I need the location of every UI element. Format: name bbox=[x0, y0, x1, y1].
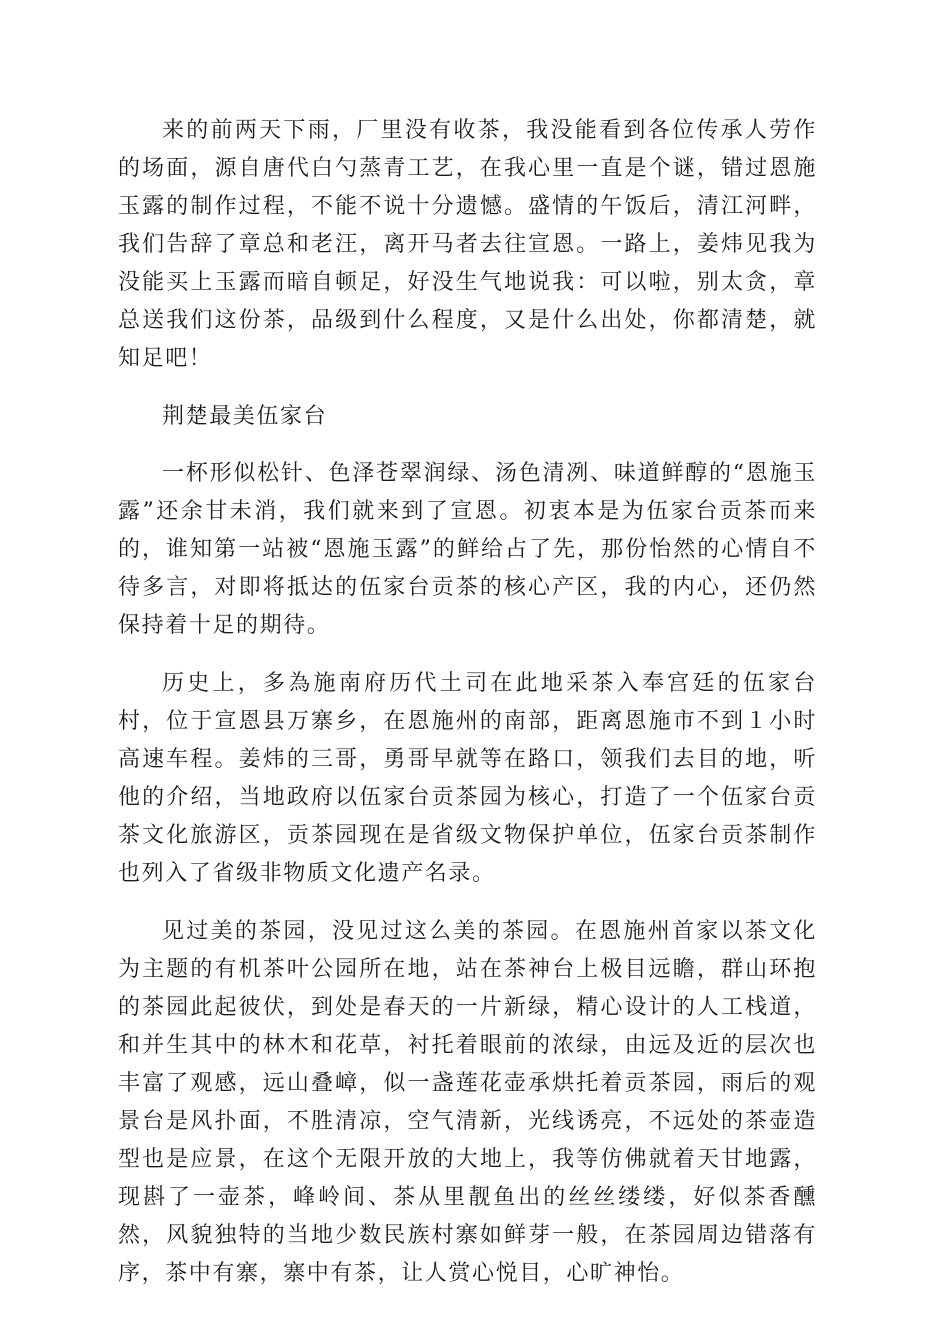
paragraph-2: 一杯形似松针、色泽苍翠润绿、汤色清冽、味道鲜醇的“恩施玉露”还余甘未消，我们就来到了宣恩。初衷本是为伍家台贡茶而来的，谁知第一站被“恩施玉露”的鲜给占了先，那份怡然的心情自不待多言，对即将抵达的伍家台贡茶的核心产区，我的内心，还仍然保持着十足的期待。 bbox=[118, 461, 817, 638]
paragraph-4: 见过美的茶园，没见过这么美的茶园。在恩施州首家以茶文化为主题的有机茶叶公园所在地，站在茶神台上极目远瞻，群山环抱的茶园此起彼伏，到处是春天的一片新绿，精心设计的人工栈道，和并生其中的林木和花草，衬托着眼前的浓绿，由远及近的层次也丰富了观感，远山叠嶂，似一盏莲花壶承烘托着贡茶园，雨后的观景台是风扑面，不胜清凉，空气清新，光线诱亮，不远处的茶壶造型也是应景，在这个无限开放的大地上，我等仿佛就着天甘地露，现斟了一壶茶，峰岭间、茶从里靓鱼出的丝丝缕缕，好似茶香醺然，风貌独特的当地少数民族村寨如鲜芽一般，在茶园周边错落有序，茶中有寨，寨中有茶，让人赏心悦目，心旷神怡。 bbox=[118, 919, 817, 1286]
paragraph-3: 历史上，多為施南府历代土司在此地采茶入奉宫廷的伍家台村，位于宣恩县万寨乡，在恩施州的南部，距离恩施市不到１小时高速车程。姜炜的三哥，勇哥早就等在路口，领我们去目的地，听他的介绍，当地政府以伍家台贡茶园为核心，打造了一个伍家台贡茶文化旅游区，贡茶园现在是省级文物保护单位，伍家台贡茶制作也列入了省级非物质文化遗产名录。 bbox=[118, 671, 817, 886]
paragraph-1: 来的前两天下雨，厂里没有收茶，我没能看到各位传承人劳作的场面，源自唐代白勺蒸青工艺，在我心里一直是个谜，错过恩施玉露的制作过程，不能不说十分遗憾。盛情的午饭后，清江河畔，我们告辞了章总和老汪，离开马者去往宣恩。一路上，姜炜见我为没能买上玉露而暗自顿足，好没生气地说我：可以啦，别太贪，章总送我们这份茶，品级到什么程度，又是什么出处，你都清楚，就知足吧！ bbox=[118, 118, 817, 371]
section-heading: 荆楚最美伍家台 bbox=[162, 404, 328, 429]
